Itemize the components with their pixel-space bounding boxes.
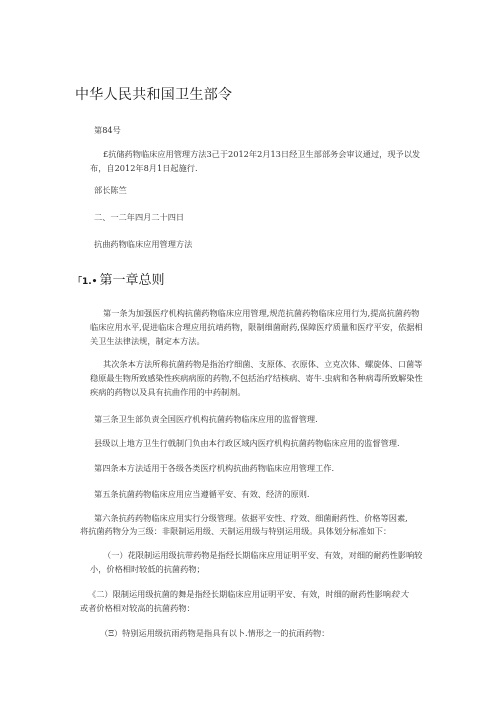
article-4: 第四条本方法适用于各级各类医疗机构抗曲药物临床应用管理工作. bbox=[94, 463, 335, 473]
chapter-title: 第一章总则 bbox=[99, 273, 165, 288]
intro-line-1: £抗储药物临床应用管理方法3己于2012年2月13日经卫生部部务会审议通过，现予以发 bbox=[103, 149, 421, 159]
article-3: 第三条卫生部负责全国医疗机构抗菌药物临床应用的监督管理. bbox=[94, 414, 318, 424]
article-6-line-2: 将抗菌药物分为三级：非限制运用级、天制运用级与特别运用级。具体划分标准如下： bbox=[80, 526, 392, 536]
document-title: 中华人民共和国卫生部令 bbox=[75, 87, 233, 103]
article-2-line-1: 其次条本方法所称抗菌药物是指治疗细菌、支原体、衣原体、立克次体、螺旋体、口菌等 bbox=[103, 359, 423, 369]
article-6-line-1: 第六条抗药药物临床应用实行分级管理。依据平安性、疗效、细菌耐药性、价格等因素, bbox=[94, 513, 408, 523]
article-1-line-2: 临床应用水平,促进临床合理应用抗靖药物，限制细菌耐药,保障医疗质量和医疗平安，依据相 bbox=[90, 322, 423, 332]
article-6-item-2-line-1 bbox=[88, 588, 409, 600]
minister-signature: 部长陈竺 bbox=[94, 185, 127, 195]
article-2-line-3: 疾病的药物以及具有抗曲作用的中药制剂。 bbox=[90, 387, 246, 397]
intro-line-2: 布，自2012年8月1日起施行. bbox=[90, 163, 198, 173]
article-6-item-2-text: 《二）限制运用级抗菌的舞是指经长期临床应用证明平安、有效，时细的耐药性影响 bbox=[88, 589, 391, 599]
issue-date: 二、一二年四月二十四日 bbox=[94, 212, 185, 222]
handwritten-annotation: 较大 bbox=[390, 589, 410, 599]
article-2-line-2: 稳原最生物所致感染性疾病病原的药物,不包括治疗结核病、寄牛.虫病和各种病毒所致解染性 bbox=[90, 373, 423, 383]
article-1-line-3: 关卫生法律法规，制定本方法。 bbox=[90, 336, 205, 346]
article-6-item-1-line-1: （一）花限制运用级抗带药物是指经长期临床应用证明平安、有效，对细的耐药性影响较 bbox=[103, 550, 423, 560]
regulation-name: 抗曲药物临床应用管理方法 bbox=[94, 239, 193, 249]
article-6-item-1-line-2: 小，价格相时较低的抗菌药物； bbox=[90, 564, 205, 574]
article-6-item-3: （Ξ）特别运用级抗雨药物是指具有以卜.情形之一的抗雨药物： bbox=[100, 628, 330, 638]
chapter-heading bbox=[73, 272, 164, 291]
article-3-paragraph-2: 县级以上地方卫生行戟制门负由本行政区域内医疗机构抗菌药物临床应用的监督管理. bbox=[94, 438, 400, 448]
order-number: 第84号 bbox=[94, 125, 121, 135]
article-5: 第五条抗菌药物临床应用应当遵循平安、有效、经济的原则. bbox=[94, 489, 310, 499]
article-1-line-1: 第一条为加强医疗机构抗菌药物临床应用管理,规范抗菌药物临床应用行为,提高抗菌药物 bbox=[103, 308, 420, 318]
chapter-marker: 「1.• bbox=[73, 277, 98, 287]
article-6-item-2-line-2: 或者价格相对较高的抗菌药物： bbox=[80, 603, 195, 613]
